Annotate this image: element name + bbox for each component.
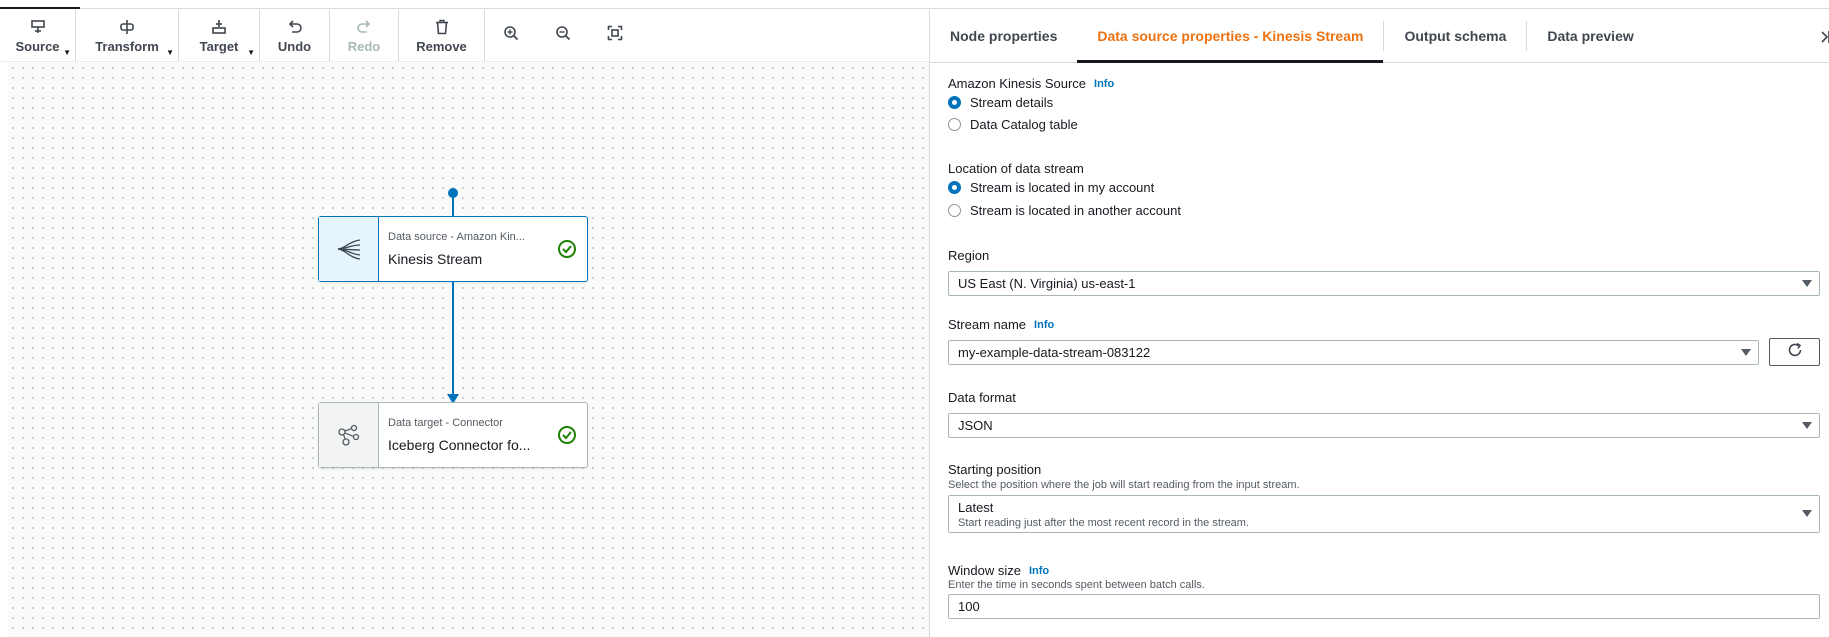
window-size-value: 100	[958, 599, 980, 614]
node-text	[379, 403, 547, 467]
region-label: Region	[948, 248, 990, 263]
refresh-button[interactable]	[1769, 338, 1820, 366]
window-size-label-text: Window size	[948, 563, 1021, 578]
radio-data-catalog-table[interactable]	[948, 113, 1078, 135]
caret-down-icon	[1802, 422, 1812, 429]
target-icon	[211, 18, 227, 36]
undo-label: Undo	[277, 38, 312, 54]
radio-my-account[interactable]	[948, 176, 1154, 198]
stream-name-label	[948, 317, 1054, 332]
undo-button[interactable]	[260, 10, 330, 61]
caret-down-icon: ▼	[166, 48, 174, 57]
kinesis-source-label-text: Amazon Kinesis Source	[948, 76, 1087, 91]
starting-position-description: Select the position where the job will start reading from the input stream.	[948, 479, 1300, 491]
radio-label: Stream details	[970, 94, 1054, 110]
source-button[interactable]	[0, 10, 76, 61]
caret-down-icon	[1802, 510, 1812, 517]
starting-position-value-description: Start reading just after the most recent record in the stream.	[958, 517, 1250, 529]
location-label: Location of data stream	[948, 161, 1084, 176]
region-select[interactable]	[948, 271, 1820, 296]
radio-label: Stream is located in another account	[970, 202, 1182, 218]
source-node[interactable]	[318, 216, 588, 282]
info-link[interactable]: Info	[1028, 564, 1050, 577]
region-value: US East (N. Virginia) us-east-1	[958, 276, 1136, 291]
fit-screen-icon	[607, 25, 623, 46]
caret-down-icon: ▼	[247, 48, 255, 57]
remove-button[interactable]	[399, 10, 485, 61]
info-link[interactable]: Info	[1034, 318, 1055, 331]
data-format-select[interactable]	[948, 413, 1820, 438]
target-node[interactable]	[318, 402, 588, 468]
remove-label: Remove	[416, 38, 467, 54]
transform-icon	[119, 18, 135, 36]
starting-position-label: Starting position	[948, 462, 1042, 477]
check-circle-icon	[547, 403, 587, 467]
target-button[interactable]	[179, 10, 260, 61]
kinesis-stream-icon	[319, 217, 379, 281]
redo-label: Redo	[347, 38, 381, 54]
tab-output-schema[interactable]: Output schema	[1404, 28, 1507, 44]
source-label: Source	[15, 38, 60, 54]
node-type: Data source - Amazon Kin...	[388, 231, 525, 243]
fit-to-screen-button[interactable]	[589, 10, 641, 61]
connector-icon	[319, 403, 379, 467]
tab-data-source-properties[interactable]: Data source properties - Kinesis Stream	[1077, 10, 1383, 62]
expand-panel-icon[interactable]	[1820, 28, 1829, 46]
zoom-in-button[interactable]	[485, 10, 537, 61]
target-label: Target	[199, 38, 239, 54]
zoom-out-icon	[555, 25, 571, 46]
visual-editor	[0, 10, 929, 637]
starting-position-value: Latest	[958, 500, 994, 515]
node-name: Kinesis Stream	[388, 251, 483, 267]
canvas-toolbar	[0, 10, 929, 62]
diagram-canvas[interactable]	[0, 63, 929, 637]
tab-node-properties[interactable]: Node properties	[950, 28, 1058, 44]
radio-button[interactable]	[948, 96, 961, 109]
window-size-description: Enter the time in seconds spent between batch calls.	[948, 579, 1205, 591]
zoom-out-button[interactable]	[537, 10, 589, 61]
radio-button[interactable]	[948, 204, 961, 217]
transform-button[interactable]	[76, 10, 179, 61]
window-size-label	[948, 563, 1049, 578]
top-strip	[0, 0, 1829, 9]
zoom-in-icon	[503, 25, 519, 46]
trash-icon	[434, 18, 450, 36]
transform-label: Transform	[95, 38, 159, 54]
undo-icon	[287, 18, 303, 36]
radio-label: Data Catalog table	[970, 116, 1078, 132]
node-type: Data target - Connector	[388, 417, 503, 429]
stream-name-label-text: Stream name	[948, 317, 1027, 332]
stream-name-value: my-example-data-stream-083122	[958, 345, 1151, 360]
starting-position-select[interactable]	[948, 495, 1820, 533]
node-text	[379, 217, 547, 281]
caret-down-icon	[1741, 349, 1751, 356]
radio-button[interactable]	[948, 118, 961, 131]
top-active-indicator	[0, 7, 80, 9]
radio-label: Stream is located in my account	[970, 179, 1155, 195]
check-circle-icon	[547, 217, 587, 281]
properties-panel	[929, 10, 1829, 637]
data-format-value: JSON	[958, 418, 993, 433]
refresh-icon	[1787, 342, 1803, 363]
redo-icon	[356, 18, 372, 36]
redo-button[interactable]	[330, 10, 399, 61]
radio-another-account[interactable]	[948, 199, 1181, 221]
data-format-label: Data format	[948, 390, 1016, 405]
stream-name-select[interactable]	[948, 340, 1759, 365]
kinesis-source-label	[948, 76, 1114, 91]
source-icon	[30, 18, 46, 36]
caret-down-icon: ▼	[63, 48, 71, 57]
radio-stream-details[interactable]	[948, 91, 1053, 113]
info-link[interactable]: Info	[1094, 77, 1115, 90]
window-size-input[interactable]	[948, 594, 1820, 619]
tab-data-preview[interactable]: Data preview	[1547, 28, 1634, 44]
radio-button[interactable]	[948, 181, 961, 194]
node-name: Iceberg Connector fo...	[388, 437, 531, 453]
caret-down-icon	[1802, 280, 1812, 287]
properties-tabs	[930, 10, 1829, 63]
